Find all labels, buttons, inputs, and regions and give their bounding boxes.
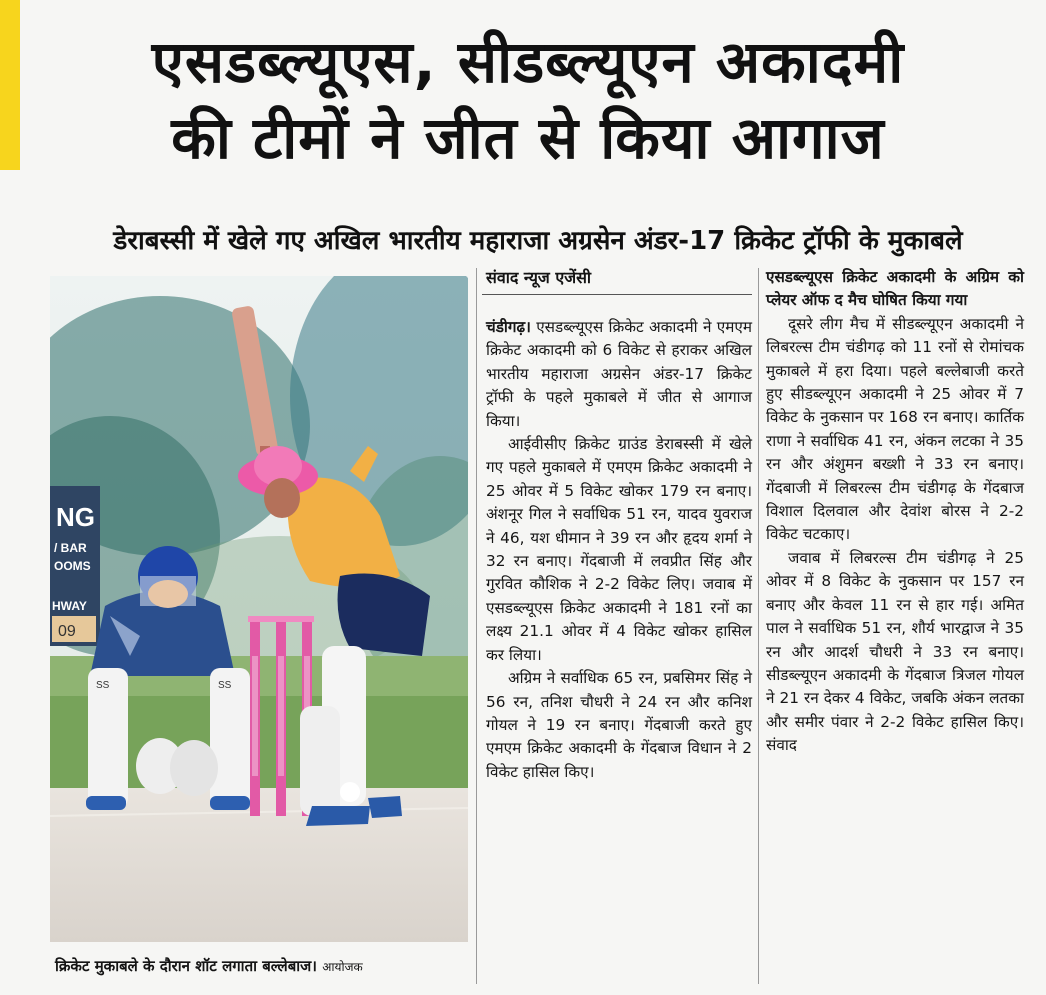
article-paragraph-4: दूसरे लीग मैच में सीडब्ल्यूएन अकादमी ने लिबरल्स टीम चंडीगढ़ को 11 रनों से रोमांचक मुकाबले में हरा दिया। पहले बल्लेबाजी करते हुए सीडब्ल्यूएन अकादमी ने 25 ओवर में 7 विकेट के नुकसान पर 168 रन बनाए। कार्तिक राणा ने सर्वाधिक 41 रन, अंकन लटका ने 35 रन और अंशुमन बख्शी ने 33 रन बनाए। गेंदबाजी में लिबरल्स टीम चंडीगढ़ के गेंदबाज विशाल दिलवाल और देवांश बोरस ने 2-2 विकेट चटकाए। bbox=[766, 314, 1024, 544]
article-column-1 bbox=[486, 316, 752, 784]
pad-mark-2: SS bbox=[218, 680, 232, 691]
article-paragraph-3: अग्रिम ने सर्वाधिक 65 रन, प्रबसिमर सिंह ने 56 रन, तनिश चौधरी ने 24 रन और कनिश गोयल ने 19 रन बनाए। गेंदबाजी करते हुए एमएम क्रिकेट अकादमी के गेंदबाज विधान ने 2 विकेट हासिल किए। bbox=[486, 669, 752, 781]
accent-bar bbox=[0, 0, 20, 170]
highlight-box bbox=[766, 266, 1024, 313]
column-rule-1 bbox=[476, 268, 477, 984]
board-text-2: / BAR bbox=[54, 541, 87, 555]
article-paragraph-1-text: एसडब्ल्यूएस क्रिकेट अकादमी ने एमएम क्रिकेट अकादमी को 6 विकेट से हराकर अखिल भारतीय महाराजा अग्रसेन अंडर-17 क्रिकेट ट्रॉफी के पहले मुकाबले में जीत से आगाज किया। bbox=[486, 318, 752, 430]
board-text-5: 09 bbox=[58, 623, 76, 640]
headline-line-1: एसडब्ल्यूएस, सीडब्ल्यूएन अकादमी bbox=[151, 28, 905, 96]
board-text-3: OOMS bbox=[54, 559, 91, 573]
article-paragraph-5 bbox=[766, 547, 1024, 758]
byline: संवाद न्यूज एजेंसी bbox=[486, 268, 592, 287]
subheadline: डेराबस्सी में खेले गए अखिल भारतीय महाराजा अग्रसेन अंडर-17 क्रिकेट ट्रॉफी के मुकाबले bbox=[113, 226, 963, 256]
cricket-photo bbox=[50, 276, 468, 942]
headline-line-2: की टीमों ने जीत से किया आगाज bbox=[171, 104, 885, 172]
dateline: चंडीगढ़। bbox=[486, 318, 531, 336]
pad-mark-1: SS bbox=[96, 680, 110, 691]
board-text-4: HWAY bbox=[52, 599, 87, 613]
photo-caption-text: क्रिकेट मुकाबले के दौरान शॉट लगाता बल्लेबाज। bbox=[55, 957, 317, 975]
article-column-2 bbox=[766, 266, 1024, 758]
article-paragraph-5-text: जवाब में लिबरल्स टीम चंडीगढ़ ने 25 ओवर में 8 विकेट के नुकसान पर 157 रन बनाए और केवल 11 रन से हार गई। अमित पाल ने सर्वाधिक 51 रन, शौर्य भारद्वाज ने 35 रन और आदर्श चौधरी ने 33 रन बनाए। सीडब्ल्यूएन अकादमी के गेंदबाज त्रिजल गोयल ने 21 रन देकर 4 विकेट, जबकि अंकन लतका और समीर पंवार ने 2-2 विकेट हासिल किए। bbox=[766, 548, 1024, 731]
article-paragraph-2: आईवीसीए क्रिकेट ग्राउंड डेराबस्सी में खेले गए पहले मुकाबले में एमएम क्रिकेट अकादमी ने 25 ओवर में 5 विकेट खोकर 179 रन बनाए। अंशनूर गिल ने सर्वाधिक 51 रन, यादव युवराज ने 46, यश धीमान ने 39 रन और हृदय शर्मा ने 32 रन बनाए। गेंदबाजी में लवप्रीत सिंह और गुरवित कौशिक ने 2-2 विकेट लिए। जवाब में एसडब्ल्यूएस क्रिकेट अकादमी ने 181 रनों का लक्ष्य 21.1 ओवर में 4 विकेट खोकर हासिल कर लिया। bbox=[486, 435, 752, 664]
photo-credit: आयोजक bbox=[322, 960, 363, 974]
cricket-photo-illustration bbox=[50, 276, 468, 942]
photo-caption bbox=[55, 956, 475, 976]
signoff: संवाद bbox=[766, 736, 797, 755]
headline bbox=[30, 24, 1026, 176]
byline-rule bbox=[482, 294, 752, 295]
column-rule-2 bbox=[758, 268, 759, 984]
article-paragraph-1 bbox=[486, 316, 752, 433]
board-text-1: NG bbox=[56, 502, 95, 532]
player-of-match-note: एसडब्ल्यूएस क्रिकेट अकादमी के अग्रिम को प्लेयर ऑफ द मैच घोषित किया गया bbox=[766, 268, 1024, 310]
